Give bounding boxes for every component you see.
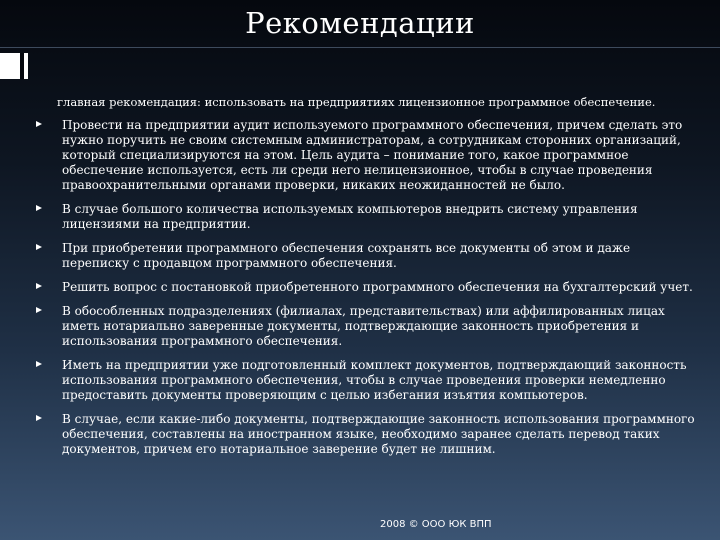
- bullet-arrow-icon: [36, 415, 42, 421]
- bullet-arrow-icon: [36, 244, 42, 250]
- bullet-item: [36, 412, 696, 457]
- bullet-text: При приобретении программного обеспечения сохранять все документы об этом и даже переписку с продавцом программного обеспечения.: [62, 241, 631, 270]
- bullet-item: [36, 241, 696, 271]
- bullet-text: В случае большого количества используемых компьютеров внедрить систему управления лицензиями на предприятии.: [62, 202, 638, 231]
- bullet-text: Провести на предприятии аудит используемого программного обеспечения, причем сделать это нужно поручить не своим системным администраторам, а сотрудникам сторонних организаций, который специализируются на этом. Цель аудита – понимание того, какое программное обеспечение используется, есть ли среди него нелицензионное, чтобы в случае проведения правоохранительными органами проверки, никаких неожиданностей не было.: [62, 118, 683, 192]
- bullet-text: В обособленных подразделениях (филиалах, представительствах) или аффилированных лицах иметь нотариально заверенные документы, подтверждающие законность приобретения и использования программного обеспечения.: [62, 304, 665, 348]
- bullet-text: Решить вопрос с постановкой приобретенного программного обеспечения на бухгалтерский учет.: [62, 280, 693, 294]
- bullet-arrow-icon: [36, 205, 42, 211]
- bullet-item: [36, 304, 696, 349]
- bullet-item: [36, 202, 696, 232]
- bullet-arrow-icon: [36, 307, 42, 313]
- bullet-text: Иметь на предприятии уже подготовленный комплект документов, подтверждающий законность использования программного обеспечения, чтобы в случае проведения проверки немедленно предоставить документы проверяющим с целью избегания изъятия компьютеров.: [62, 358, 687, 402]
- bullet-item: [36, 118, 696, 193]
- bullet-item: [36, 358, 696, 403]
- bullet-arrow-icon: [36, 361, 42, 367]
- decorative-line: [0, 47, 720, 48]
- bullet-item: [36, 280, 696, 295]
- bullet-arrow-icon: [36, 283, 42, 289]
- slide-footer: 2008 © ООО ЮК ВПП: [380, 519, 492, 530]
- slide-title: Рекомендации: [245, 6, 475, 40]
- bullet-arrow-icon: [36, 121, 42, 127]
- decorative-bar: [0, 53, 28, 79]
- bullet-text: В случае, если какие-либо документы, подтверждающие законность использования программного обеспечения, составлены на иностранном языке, необходимо заранее сделать перевод таких документов, причем его нотариальное заверение будет не лишним.: [62, 412, 695, 456]
- bullet-list: [36, 118, 696, 466]
- slide-subtitle: главная рекомендация: использовать на предприятиях лицензионное программное обеспечение.: [57, 95, 656, 109]
